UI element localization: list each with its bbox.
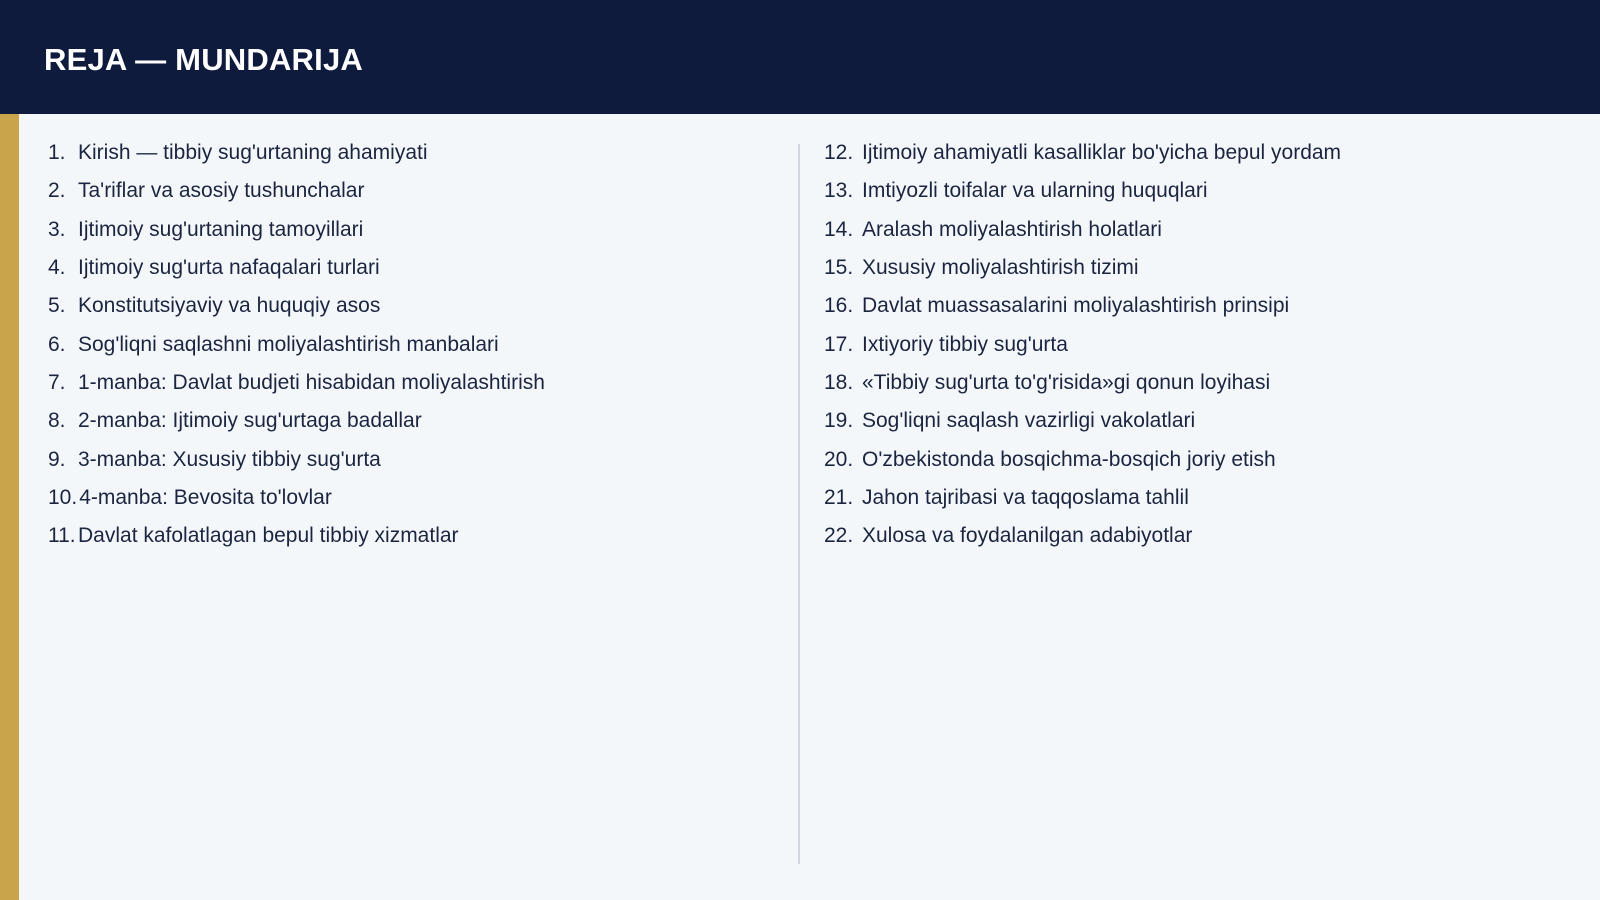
toc-item-number: 6.: [48, 332, 66, 356]
toc-item-number: 19.: [824, 409, 854, 433]
toc-item-number: 1.: [48, 141, 66, 165]
toc-item-text: Xulosa va foydalanilgan adabiyotlar: [862, 524, 1193, 548]
toc-item-number: 14.: [824, 217, 854, 241]
toc-item-text: «Tibbiy sug'urta to'g'risida»gi qonun loyihasi: [862, 370, 1271, 394]
toc-item-number: 11.: [48, 524, 76, 548]
toc-item-text: Sog'liqni saqlashni moliyalashtirish manbalari: [78, 332, 499, 356]
toc-item-number: 5.: [48, 294, 66, 318]
toc-item-number: 12.: [824, 141, 854, 165]
toc-item-number: 13.: [824, 179, 854, 203]
toc-item-text: Ixtiyoriy tibbiy sug'urta: [862, 332, 1068, 356]
toc-item-text: Ijtimoiy sug'urta nafaqalari turlari: [78, 256, 380, 280]
toc-item: [824, 479, 1564, 517]
toc-item: [824, 211, 1564, 249]
toc-item-text: Kirish — tibbiy sug'urtaning ahamiyati: [78, 141, 428, 165]
toc-item: [48, 364, 768, 402]
toc-item-number: 16.: [824, 294, 854, 318]
toc-item-number: 3.: [48, 217, 66, 241]
toc-item-number: 10.: [48, 485, 78, 509]
toc-item: [48, 211, 768, 249]
toc-item-text: Ta'riflar va asosiy tushunchalar: [78, 179, 365, 203]
toc-item-number: 18.: [824, 370, 854, 394]
toc-item-text: Jahon tajribasi va taqqoslama tahlil: [862, 485, 1189, 509]
toc-item-number: 20.: [824, 447, 854, 471]
toc-item-number: 21.: [824, 485, 854, 509]
toc-item: [48, 325, 768, 363]
toc-item-text: O'zbekistonda bosqichma-bosqich joriy etish: [862, 447, 1276, 471]
toc-item: [824, 172, 1564, 210]
toc-item-text: 3-manba: Xususiy tibbiy sug'urta: [78, 447, 381, 471]
toc-item-text: Ijtimoiy sug'urtaning tamoyillari: [78, 217, 364, 241]
toc-item-text: Konstitutsiyaviy va huquqiy asos: [78, 294, 381, 318]
toc-item-text: Davlat muassasalarini moliyalashtirish prinsipi: [862, 294, 1290, 318]
toc-item: [824, 325, 1564, 363]
toc-item: [824, 287, 1564, 325]
toc-item-number: 4.: [48, 256, 66, 280]
toc-item-text: 1-manba: Davlat budjeti hisabidan moliyalashtirish: [78, 370, 545, 394]
header-bar: [0, 0, 1600, 114]
toc-item: [48, 172, 768, 210]
toc-item-text: Aralash moliyalashtirish holatlari: [862, 217, 1162, 241]
toc-item-text: Xususiy moliyalashtirish tizimi: [862, 256, 1139, 280]
toc-item: [48, 287, 768, 325]
toc-item-text: Davlat kafolatlagan bepul tibbiy xizmatlar: [78, 524, 459, 548]
toc-item-text: 2-manba: Ijtimoiy sug'urtaga badallar: [78, 409, 422, 433]
toc-item: [824, 134, 1564, 172]
toc-item: [48, 249, 768, 287]
toc-item-number: 22.: [824, 524, 854, 548]
toc-item: [48, 134, 768, 172]
toc-item-text: Sog'liqni saqlash vazirligi vakolatlari: [862, 409, 1196, 433]
toc-item: [48, 402, 768, 440]
toc-item: [824, 402, 1564, 440]
toc-item: [824, 517, 1564, 555]
toc-item: [48, 440, 768, 478]
toc-item: [824, 440, 1564, 478]
toc-item: [48, 517, 768, 555]
column-divider: [798, 144, 800, 864]
toc-item-number: 7.: [48, 370, 66, 394]
toc-item: [48, 479, 768, 517]
accent-bar: [0, 114, 19, 900]
toc-item-number: 9.: [48, 447, 66, 471]
toc-list-right: [824, 134, 1564, 555]
page-title: REJA — MUNDARIJA: [44, 42, 363, 77]
toc-item-number: 15.: [824, 256, 854, 280]
toc-item-text: Ijtimoiy ahamiyatli kasalliklar bo'yicha bepul yordam: [862, 141, 1342, 165]
toc-item: [824, 249, 1564, 287]
toc-item-number: 17.: [824, 332, 854, 356]
toc-item-number: 2.: [48, 179, 66, 203]
toc-item-number: 8.: [48, 409, 66, 433]
toc-item-text: Imtiyozli toifalar va ularning huquqlari: [862, 179, 1208, 203]
toc-list-left: [48, 134, 768, 555]
toc-item: [824, 364, 1564, 402]
toc-item-text: 4-manba: Bevosita to'lovlar: [79, 485, 332, 509]
